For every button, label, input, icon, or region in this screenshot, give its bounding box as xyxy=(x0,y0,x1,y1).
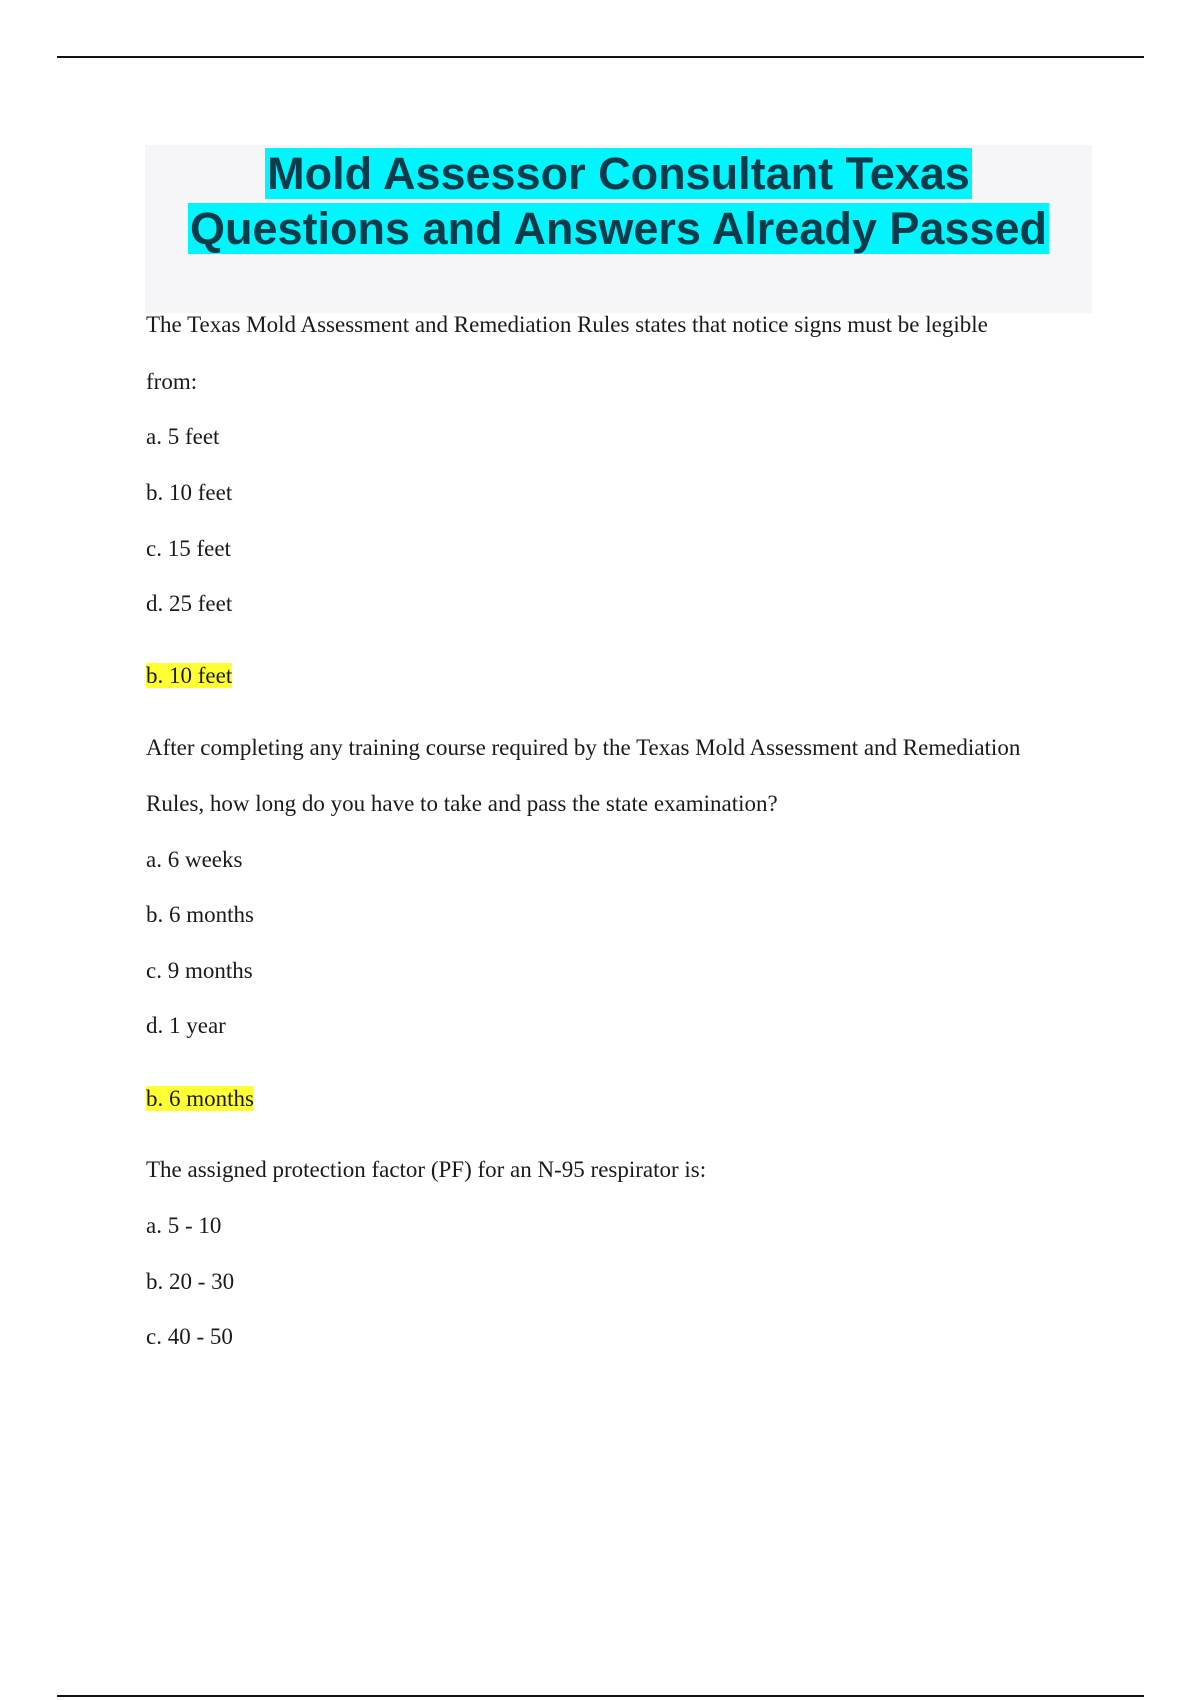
question-2-option-b: b. 6 months xyxy=(146,902,254,927)
question-3-option-a: a. 5 - 10 xyxy=(146,1213,222,1238)
title-line-2: Questions and Answers Already Passed xyxy=(190,203,1047,254)
header-rule xyxy=(57,56,1144,58)
question-3-text-line-1: The assigned protection factor (PF) for an N-95 respirator is: xyxy=(146,1157,707,1182)
question-2-option-a: a. 6 weeks xyxy=(146,847,243,872)
question-1-answer: b. 10 feet xyxy=(146,663,233,688)
footer-rule xyxy=(57,1695,1144,1697)
question-2-text-line-2: Rules, how long do you have to take and pass the state examination? xyxy=(146,791,778,816)
question-2-text-line-1: After completing any training course required by the Texas Mold Assessment and Remediation xyxy=(146,735,1021,760)
question-1-option-c: c. 15 feet xyxy=(146,536,231,561)
question-1-option-a: a. 5 feet xyxy=(146,424,220,449)
question-3-option-b: b. 20 - 30 xyxy=(146,1269,235,1294)
question-1-text-line-2: from: xyxy=(146,369,198,394)
question-2-answer: b. 6 months xyxy=(146,1086,254,1111)
question-1-text-line-1: The Texas Mold Assessment and Remediation Rules states that notice signs must be legible xyxy=(146,312,988,337)
question-2-option-d: d. 1 year xyxy=(146,1013,226,1038)
question-1-option-d: d. 25 feet xyxy=(146,591,233,616)
question-2-option-c: c. 9 months xyxy=(146,958,253,983)
document-title xyxy=(145,145,1092,313)
title-line-1: Mold Assessor Consultant Texas xyxy=(267,148,970,199)
question-3-option-c: c. 40 - 50 xyxy=(146,1324,233,1349)
question-1-option-b: b. 10 feet xyxy=(146,480,233,505)
